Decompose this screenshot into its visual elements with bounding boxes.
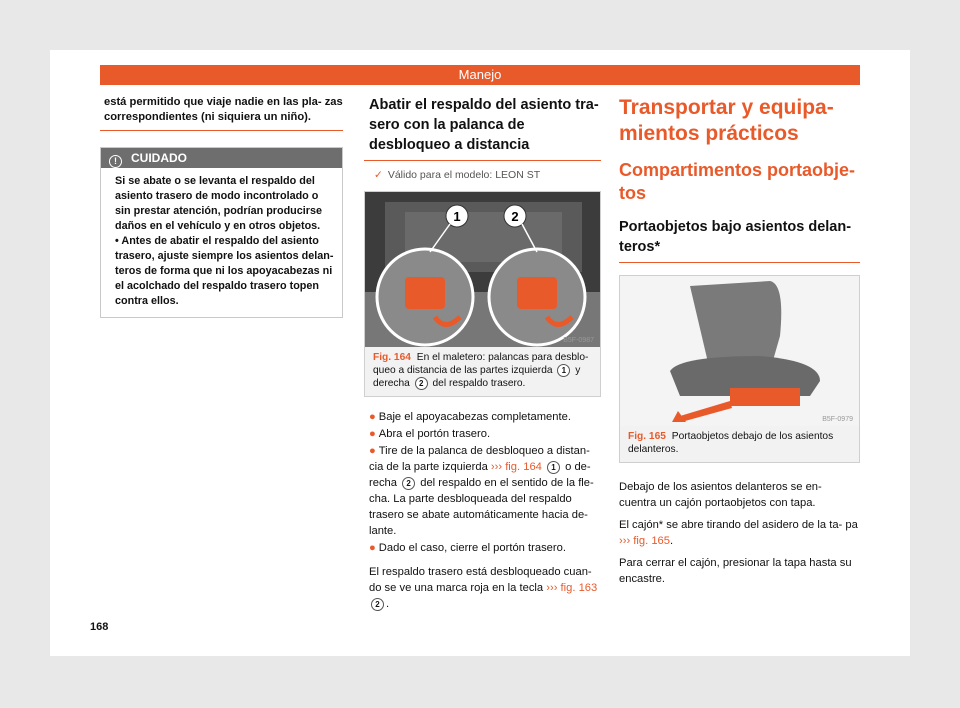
caution-bullet-text: Antes de abatir el respaldo del asiento trasero, ajuste siempre los asientos delan- teros de forma que ni los apoyacabezas ni el acolchado del respaldo trasero topen contra ellos. <box>115 235 334 307</box>
column-left <box>100 95 343 318</box>
trunk-illustration <box>365 192 600 347</box>
bullet-icon: • <box>115 235 122 247</box>
number-badge: 2 <box>415 377 428 390</box>
bullet-text: Baje el apoyacabezas completamente. <box>378 411 571 423</box>
caution-bullet <box>115 234 334 309</box>
intro-text: está permitido que viaje nadie en las pla- zas correspondientes (ni siquiera un niño). <box>104 96 343 123</box>
paragraph-text: El respaldo trasero está desbloqueado cuan- do se ve una marca roja en la tecla <box>369 566 592 594</box>
bullet-text: del respaldo en el sentido de la fle- cha. La parte desbloqueada del respaldo trasero se abate automáticamente hacia de- lante. <box>369 477 594 537</box>
paragraph-text: . <box>669 535 674 547</box>
column-middle <box>364 95 601 613</box>
figure-164 <box>364 191 601 397</box>
bullet-item <box>369 426 601 442</box>
number-badge: 1 <box>547 461 560 474</box>
bullet-text: o de- recha <box>369 461 591 489</box>
paragraph: Para cerrar el cajón, presionar la tapa hasta su encastre. <box>619 557 852 585</box>
figure-link[interactable]: ››› fig. 163 <box>546 582 598 594</box>
page-number: 168 <box>90 621 109 633</box>
section-title: Compartimentos portaobje- tos <box>619 160 856 203</box>
paragraphs <box>619 479 860 587</box>
divider <box>364 160 601 161</box>
figure-label: Fig. 165 <box>628 431 666 442</box>
column-right <box>619 95 860 588</box>
number-badge: 2 <box>371 598 384 611</box>
caption-text: del respaldo trasero. <box>432 378 526 389</box>
paragraph: El respaldo trasero está desbloqueado cuan- do se ve una marca roja en la tecla ››› fig. 163 2 . <box>369 566 598 610</box>
validity-note <box>374 169 601 181</box>
figure-165 <box>619 275 860 463</box>
callout-2: 2 <box>511 209 519 224</box>
section-heading: Abatir el respaldo del asiento tra- sero con la palanca de desbloqueo a distancia <box>369 97 599 153</box>
bullet-text: Abra el portón trasero. <box>378 428 491 440</box>
seat-illustration <box>620 276 859 426</box>
image-code: B5F-0979 <box>822 416 853 423</box>
caption-text: En el maletero: palancas para desblo- queo a distancia de las partes izquierda <box>373 352 589 376</box>
check-icon: ✓ <box>374 169 383 181</box>
section-header: Manejo <box>100 65 860 85</box>
bullet-icon: ● <box>369 411 376 423</box>
chapter-title: Transportar y equipa- mientos prácticos <box>619 96 834 145</box>
number-badge: 2 <box>402 477 415 490</box>
divider <box>619 262 860 263</box>
figure-link[interactable]: ››› fig. 165 <box>619 535 670 547</box>
figure-caption <box>365 347 600 396</box>
info-circle-icon: ! <box>109 155 122 168</box>
figure-caption <box>620 426 859 462</box>
caution-title: CUIDADO <box>131 151 187 165</box>
callout-1: 1 <box>453 209 461 224</box>
bullet-icon: ● <box>369 428 376 440</box>
bullet-item <box>369 409 601 425</box>
divider <box>100 130 343 131</box>
trunk-lever-image <box>365 192 600 347</box>
paragraph: Debajo de los asientos delanteros se en- cuentra un cajón portaobjetos con tapa. <box>619 481 822 509</box>
bullet-item <box>369 443 601 539</box>
caution-body <box>101 168 342 317</box>
paragraph-text: El cajón* se abre tirando del asidero de la ta- pa <box>619 519 858 531</box>
subsection-title: Portaobjetos bajo asientos delan- teros* <box>619 219 852 255</box>
number-badge: 1 <box>557 364 570 377</box>
figure-label: Fig. 164 <box>373 352 411 363</box>
bullet-icon: ● <box>369 445 376 457</box>
figure-link[interactable]: ››› fig. 164 <box>490 461 542 473</box>
bullet-text: Tire de la palanca de desbloqueo a distan- cia de la parte izquierda <box>369 445 590 473</box>
caution-box <box>100 147 343 318</box>
paragraph <box>619 517 860 549</box>
bullet-item <box>369 540 601 556</box>
bullet-text: Dado el caso, cierre el portón trasero. <box>378 542 566 554</box>
caution-paragraph: Si se abate o se levanta el respaldo del asiento trasero de modo incontrolado o sin prestar atención, podrían producirse daños en el vehículo y en otros objetos. <box>115 175 322 232</box>
seat-drawer-image <box>620 276 859 426</box>
caution-header <box>101 148 342 168</box>
caption-text: y derecha <box>373 365 581 389</box>
instructions <box>369 409 601 612</box>
caption-text: Portaobjetos debajo de los asientos delanteros. <box>628 431 834 455</box>
image-code: B5F-0987 <box>563 337 594 344</box>
bullet-icon: ● <box>369 542 376 554</box>
validity-text: Válido para el modelo: LEON ST <box>387 169 541 181</box>
